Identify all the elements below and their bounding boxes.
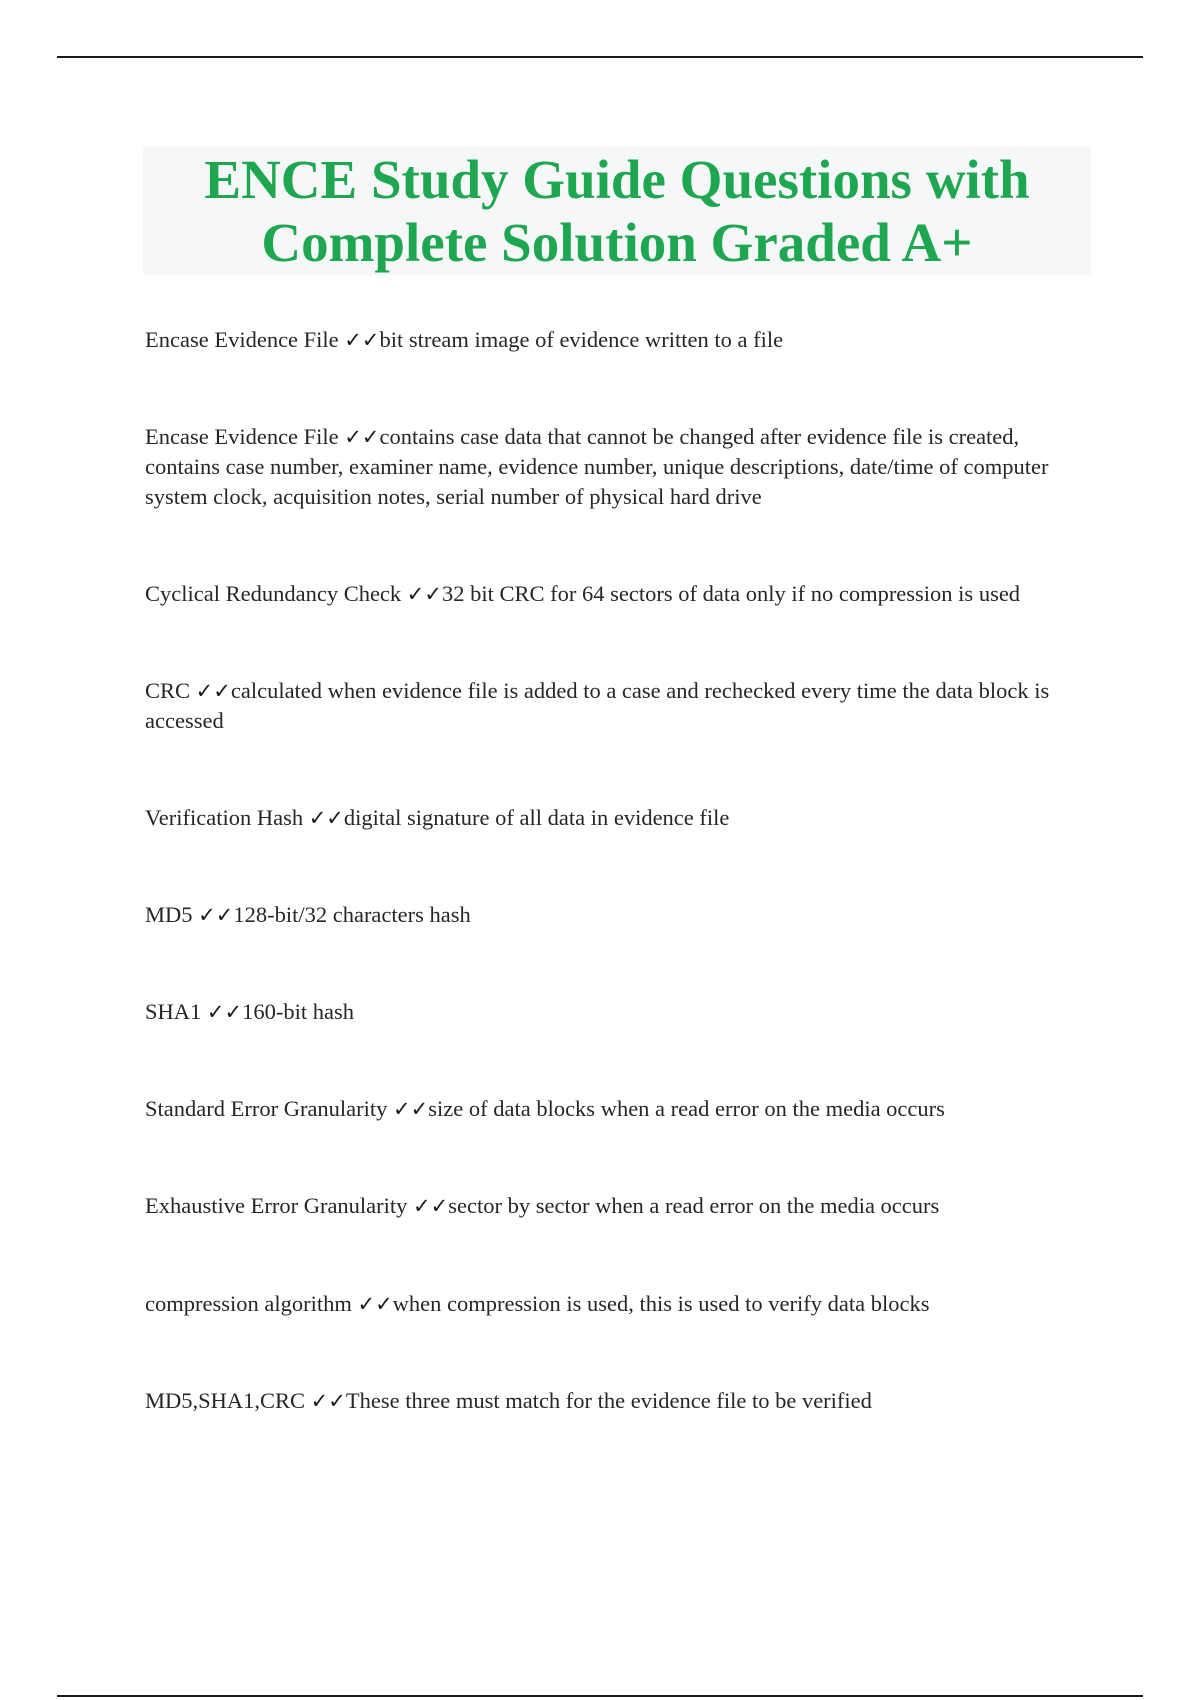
entry: [145, 900, 1095, 930]
entry: [145, 676, 1095, 736]
top-rule: [57, 56, 1143, 58]
entry-definition: digital signature of all data in evidence file: [343, 805, 730, 830]
entry-definition: These three must match for the evidence file to be verified: [345, 1388, 872, 1413]
entry-definition: contains case data that cannot be changed after evidence file is created, contains case number, examiner name, evidence number, unique descriptions, date/time of computer system clock, acquisition notes, serial number of physical hard drive: [145, 424, 1049, 509]
entry-definition: bit stream image of evidence written to a file: [379, 327, 784, 352]
check-marks-icon: ✓✓: [198, 903, 234, 927]
check-marks-icon: ✓✓: [344, 328, 380, 352]
entry-term: Encase Evidence File: [145, 327, 339, 352]
entry: [145, 1094, 1095, 1124]
check-marks-icon: ✓✓: [413, 1194, 449, 1218]
entry: [145, 1289, 1095, 1319]
check-marks-icon: ✓✓: [310, 1389, 346, 1413]
entry-term: MD5,SHA1,CRC: [145, 1388, 306, 1413]
entry-term: Verification Hash: [145, 805, 304, 830]
entry-term: compression algorithm: [145, 1291, 352, 1316]
title-banner: [143, 146, 1091, 275]
entry-term: Standard Error Granularity: [145, 1096, 388, 1121]
title-line-1: ENCE Study Guide Questions with: [204, 148, 1030, 210]
entry-term: Encase Evidence File: [145, 424, 339, 449]
check-marks-icon: ✓✓: [206, 1000, 243, 1024]
entry-term: CRC: [145, 678, 191, 703]
entry: [145, 1386, 1095, 1416]
entry-term: Exhaustive Error Granularity: [145, 1193, 408, 1218]
entry-definition: when compression is used, this is used to verify data blocks: [392, 1291, 930, 1316]
entry-definition: 128-bit/32 characters hash: [233, 902, 471, 927]
check-marks-icon: ✓✓: [195, 679, 231, 703]
check-marks-icon: ✓✓: [308, 806, 344, 830]
entry-definition: sector by sector when a read error on the media occurs: [448, 1193, 940, 1218]
entry-term: Cyclical Redundancy Check: [145, 581, 402, 606]
entry-definition: 160-bit hash: [242, 999, 354, 1024]
title-line-2: Complete Solution Graded A+: [261, 211, 973, 273]
entry: [145, 1191, 1095, 1221]
entry: [145, 803, 1095, 833]
check-marks-icon: ✓✓: [393, 1097, 429, 1121]
entry-definition: 32 bit CRC for 64 sectors of data only if no compression is used: [442, 581, 1021, 606]
entry-definition: size of data blocks when a read error on the media occurs: [428, 1096, 945, 1121]
entry: [145, 579, 1095, 609]
check-marks-icon: ✓✓: [406, 582, 442, 606]
entry: [145, 422, 1095, 512]
entry-definition: calculated when evidence file is added to a case and rechecked every time the data block is accessed: [145, 678, 1050, 733]
entry-term: MD5: [145, 902, 193, 927]
entry: [145, 325, 1095, 355]
check-marks-icon: ✓✓: [357, 1292, 393, 1316]
bottom-rule: [57, 1695, 1143, 1697]
check-marks-icon: ✓✓: [344, 425, 380, 449]
entry: [145, 997, 1095, 1027]
entry-term: SHA1: [145, 999, 202, 1024]
